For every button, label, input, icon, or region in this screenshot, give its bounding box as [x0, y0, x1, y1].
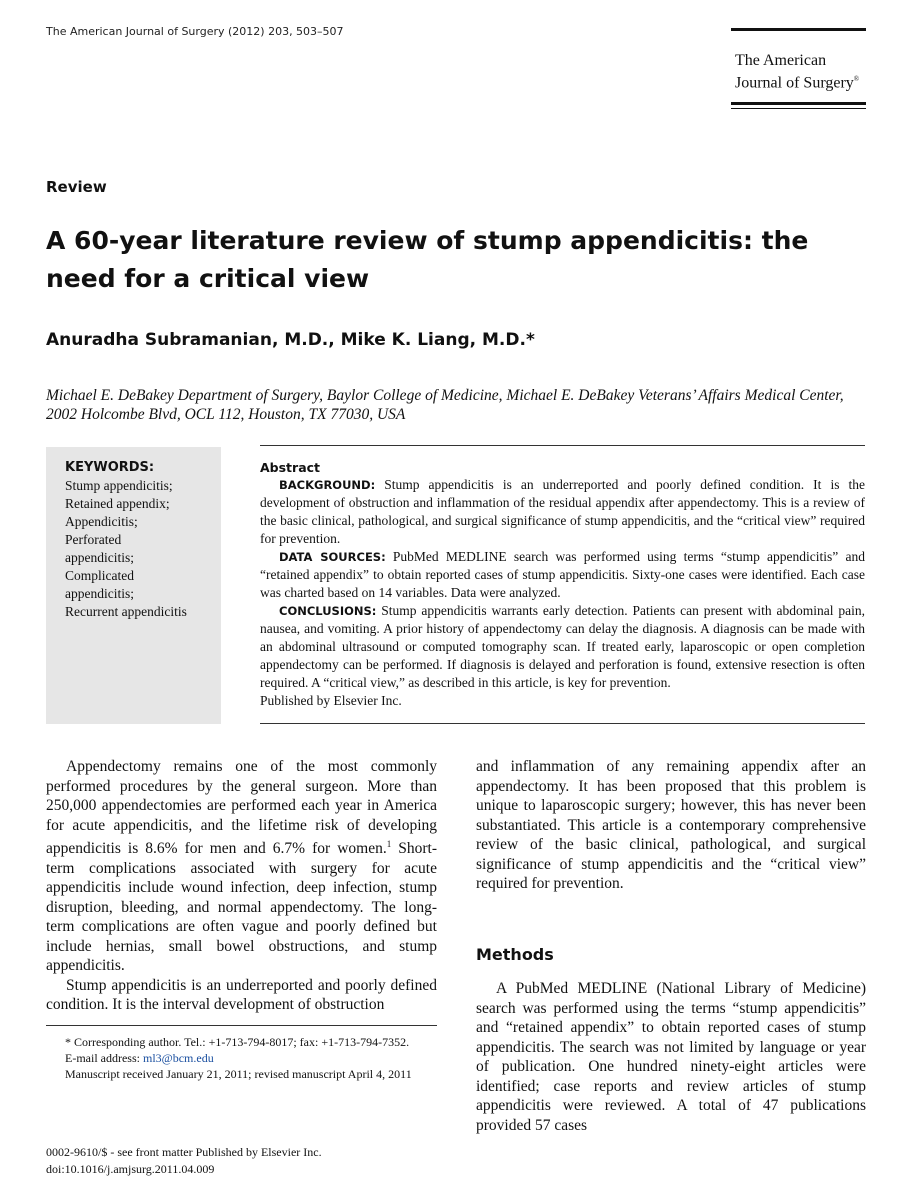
author-list: Anuradha Subramanian, M.D., Mike K. Liang, M.D.* — [46, 330, 535, 350]
keyword-item: Perforated — [65, 532, 122, 547]
body-paragraph: A PubMed MEDLINE (National Library of Medicine) search was performed using the terms “stump appendicitis” and “retained appendix” to obtain reported cases of stump appendicitis. The search was not limited by language or year of publication. One hundred ninety-eight articles were identified; case reports and review articles of stump appendicitis were reviewed. A total of 47 publications provided 57 cases — [476, 980, 866, 1134]
background-label: BACKGROUND: — [279, 478, 376, 492]
journal-logo-name — [735, 52, 866, 92]
section-label: Review — [46, 178, 107, 196]
reference-1-link[interactable]: 1 — [386, 839, 392, 849]
running-head: The American Journal of Surgery (2012) 203, 503–507 — [46, 25, 344, 38]
body-column-right — [476, 757, 866, 1135]
registered-mark: ® — [853, 75, 860, 83]
keyword-item: Appendicitis; — [65, 514, 138, 529]
doi-line[interactable]: doi:10.1016/j.amjsurg.2011.04.009 — [46, 1162, 215, 1176]
footnote-divider — [46, 1025, 437, 1026]
title-line-1: A 60-year literature review of stump appendicitis: the — [46, 226, 809, 255]
logo-rule-top — [731, 28, 866, 31]
conclusions-label: CONCLUSIONS: — [279, 604, 377, 618]
keyword-item: appendicitis; — [65, 550, 134, 565]
abstract-title: Abstract — [260, 460, 321, 475]
data-sources-text: PubMed MEDLINE search was performed using terms “stump appendicitis” and “retained appendix” to obtain reported cases of stump appendicitis. Sixty-one cases were identified. Each case was charted based on 14 variables. Data were analyzed. — [260, 549, 865, 600]
keyword-item: Stump appendicitis; — [65, 478, 173, 493]
keywords-list — [46, 477, 221, 621]
keyword-item: Complicated — [65, 568, 134, 583]
keyword-item: appendicitis; — [65, 586, 134, 601]
abstract — [260, 445, 865, 724]
abstract-publisher: Published by Elsevier Inc. — [260, 693, 402, 708]
footnotes — [46, 1034, 437, 1082]
email-link[interactable]: ml3@bcm.edu — [142, 1051, 214, 1065]
body-paragraph: Stump appendicitis is an underreported and poorly defined condition. It is the interval development of obstruction — [46, 976, 437, 1014]
body-paragraph: Appendectomy remains one of the most commonly performed procedures by the general surgeon. More than 250,000 appendectomies are performed each year in America for acute appendicitis, and the lifetime risk of developing appendicitis is 8.6% for men and 6.7% for women.$^1$ Short-term complications associated with surgery for acute appendicitis include wound infection, deep infection, stump disruption, bleeding, and normal appendectomy. The long-term complications are often vague and poorly defined but include hernias, small bowel obstructions, and stump appendicitis. — [46, 758, 438, 975]
background-text: Stump appendicitis is an underreported and poorly defined condition. It is the development of obstruction and inflammation of the residual appendix after appendectomy. This is a review of the basic clinical, pathological, and surgical significance of stump appendicitis, and the “critical view” required for prevention. — [260, 477, 865, 546]
issn-line: 0002-9610/$ - see front matter Published by Elsevier Inc. — [46, 1145, 322, 1159]
keyword-item: Retained appendix; — [65, 496, 170, 511]
methods-heading: Methods — [476, 944, 554, 964]
abstract-conclusions — [260, 602, 865, 692]
data-sources-label: DATA SOURCES: — [279, 550, 386, 564]
body-column-left — [46, 757, 437, 1015]
title-line-2: need for a critical view — [46, 264, 370, 293]
keyword-item: Recurrent appendicitis — [65, 604, 187, 619]
journal-logo — [731, 28, 866, 109]
abstract-background — [260, 476, 865, 548]
body-paragraph: and inflammation of any remaining appendix after an appendectomy. It has been proposed that this problem is unique to laparoscopic surgery; however, this has never been substantiated. This article is a contemporary comprehensive review of the basic clinical, pathological, and surgical significance of stump appendicitis and the “critical view” required for prevention. — [476, 758, 866, 892]
logo-rule-bottom — [731, 102, 866, 105]
journal-logo-line1: The American — [735, 52, 827, 69]
conclusions-text: Stump appendicitis warrants early detection. Patients can present with abdominal pain, nausea, and vomiting. A prior history of appendectomy can delay the diagnosis. A diagnosis can be made with an abdominal ultrasound or computed tomography scan. If treated early, laparoscopic or open completion appendectomy can be performed. If diagnosis is delayed and perforation is found, extensive resection is often required. A “critical view,” as described in this article, is key for prevention. — [260, 603, 866, 690]
keywords-title: KEYWORDS: — [65, 460, 155, 475]
keywords-box — [46, 447, 221, 724]
journal-logo-line2: Journal of Surgery® — [735, 74, 860, 92]
affiliation: Michael E. DeBakey Department of Surgery, Baylor College of Medicine, Michael E. DeBakey Veterans’ Affairs Medical Center, 2002 Holcombe Blvd, OCL 112, Houston, TX 77030, USA — [46, 387, 844, 423]
manuscript-dates: Manuscript received January 21, 2011; revised manuscript April 4, 2011 — [65, 1067, 412, 1081]
logo-rule-bottom-thin — [731, 108, 866, 109]
article-title — [46, 222, 866, 298]
abstract-data-sources — [260, 548, 865, 602]
publication-info — [46, 1144, 322, 1178]
corresponding-author-note: * Corresponding author. Tel.: +1-713-794-8017; fax: +1-713-794-7352. — [65, 1035, 410, 1049]
email-note: E-mail address: ml3@bcm.edu — [65, 1051, 214, 1065]
